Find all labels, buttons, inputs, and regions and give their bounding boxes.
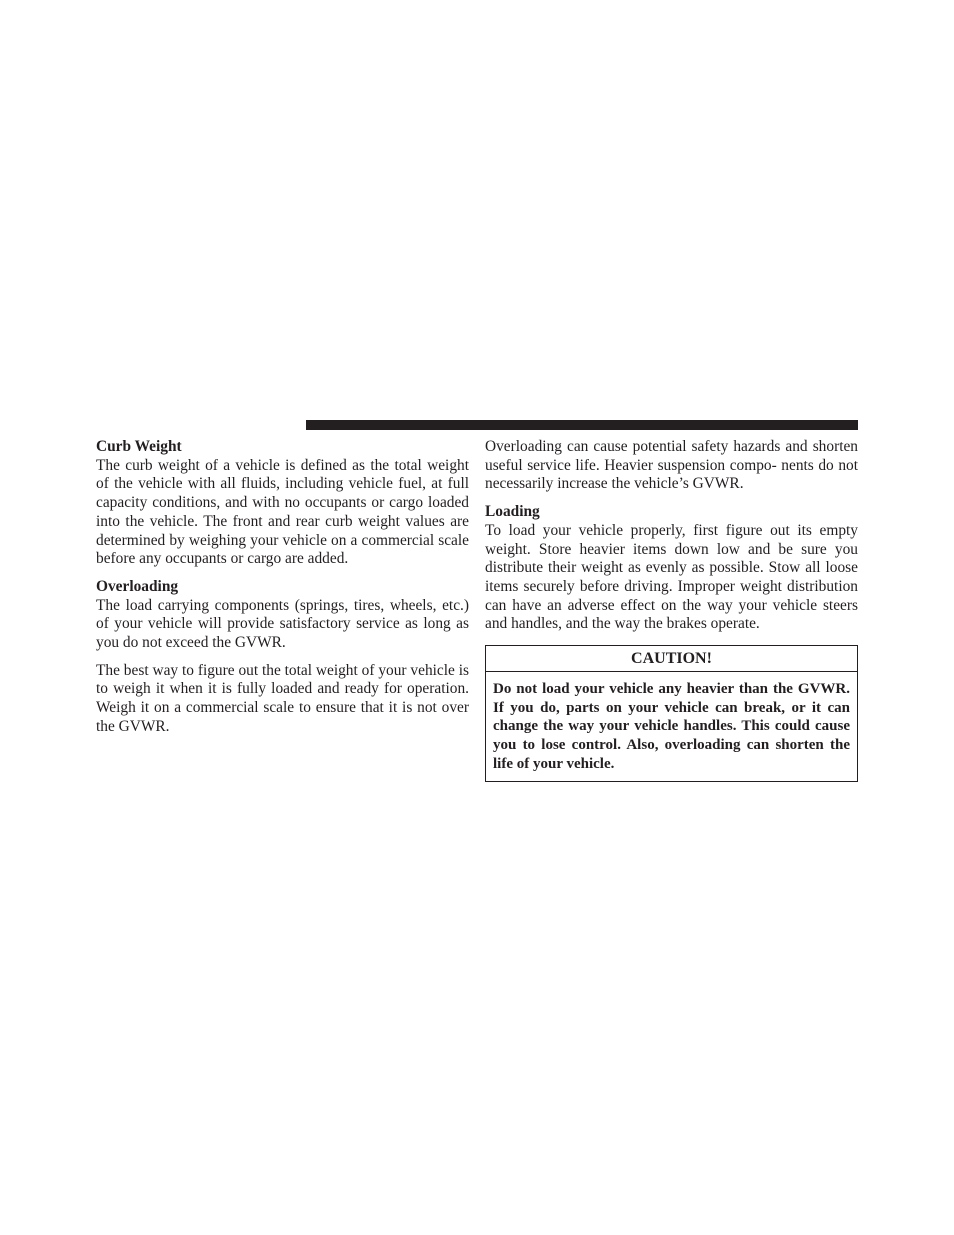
spacer [96,569,469,578]
spacer [485,494,858,503]
overloading-paragraph: The load carrying components (springs, tires, wheels, etc.) of your vehicle will provide satisfactory service as long as you do not exceed the GVWR. [96,596,469,652]
overloading-heading: Overloading [96,577,179,595]
right-column [485,438,858,782]
overloading-paragraph-2: The best way to figure out the total weight of your vehicle is to weigh it when it is fully loaded and ready for operation. Weigh it on a commercial scale to ensure that it is not over the GVWR. [96,661,469,735]
spacer [96,653,469,662]
left-column [96,438,469,737]
header-rule [306,420,858,430]
caution-box [485,645,858,782]
loading-paragraph: To load your vehicle properly, first figure out its empty weight. Store heavier items down low and be sure you distribute their weight as evenly as possible. Stow all loose items securely before driving. Improper weight distribution can have an adverse effect on the way your vehicle steers and handles, and the way the brakes operate. [485,521,858,633]
caution-text: Do not load your vehicle any heavier than the GVWR. If you do, parts on your vehicle can break, or it can change the way your vehicle handles. This could cause you to lose control. Also, overloading can shorten the life of your vehicle. [493,681,850,772]
overloading-continued-paragraph: Overloading can cause potential safety hazards and shorten useful service life. Heavier suspension compo- nents do not necessarily increase the vehicle’s GVWR. [485,438,858,493]
curb-weight-heading: Curb Weight [96,438,182,455]
loading-heading: Loading [485,503,540,521]
curb-weight-paragraph: The curb weight of a vehicle is defined as the total weight of the vehicle with all fluids, including vehicle fuel, at full capacity conditions, and with no occupants or cargo loaded into the vehicle. The front and rear curb weight values are determined by weighing your vehicle on a commercial scale before any occupants or cargo are added. [96,456,469,568]
caution-title: CAUTION! [486,646,857,672]
